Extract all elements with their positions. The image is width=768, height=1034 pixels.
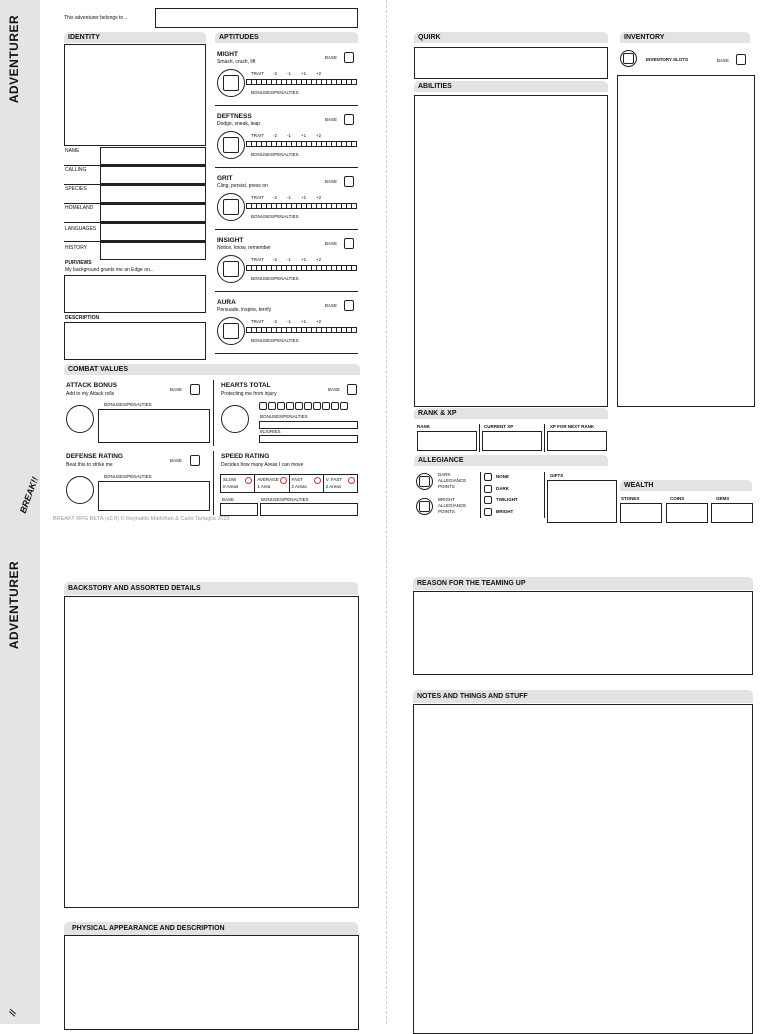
speed-radio[interactable]	[245, 477, 252, 484]
mod-plus2: +2	[316, 133, 322, 138]
aptitude-die-box[interactable]	[223, 199, 239, 215]
field-label-calling: CALLING	[65, 167, 87, 173]
base-label: BASE	[325, 55, 338, 60]
break-logo: BREAK!!	[17, 475, 41, 515]
defense-desc: Beat this to strike me	[66, 462, 113, 468]
field-label-languages: LANGUAGES	[65, 226, 97, 232]
bonuses-label: BONUSES/PENALTIES	[251, 338, 299, 343]
heart-box[interactable]	[340, 402, 348, 410]
combat-header: COMBAT VALUES	[64, 364, 360, 375]
aptitude-separator	[215, 167, 358, 168]
mod-plus2: +2	[316, 71, 322, 76]
hearts-title: HEARTS TOTAL	[221, 382, 271, 389]
description-label: DESCRIPTION	[65, 315, 100, 321]
aptitudes-header: APTITUDES	[215, 32, 358, 43]
combat-divider	[213, 380, 214, 446]
heart-box[interactable]	[259, 402, 267, 410]
allegiance-option-label: TWILIGHT	[496, 497, 518, 502]
hearts-circle[interactable]	[221, 405, 249, 433]
purviews-label: PURVIEWS	[65, 260, 92, 266]
aptitude-die-box[interactable]	[223, 75, 239, 91]
mod-minus2: -2	[273, 71, 278, 76]
languages-field[interactable]	[100, 223, 206, 241]
speed-base-label: BASE	[222, 497, 235, 502]
allegiance-option[interactable]	[484, 472, 542, 484]
sidebar-label-bottom: ADVENTURER	[7, 560, 21, 650]
hearts-base-label: BASE	[328, 387, 341, 392]
notes-header: NOTES AND THINGS AND STUFF	[413, 690, 753, 703]
aptitude-name: MIGHT	[217, 51, 238, 58]
mod-plus1: +1	[301, 195, 307, 200]
name-field[interactable]	[100, 147, 206, 165]
allegiance-checkbox[interactable]	[484, 473, 492, 481]
inventory-base-box[interactable]	[736, 54, 746, 65]
purviews-field[interactable]	[64, 275, 206, 313]
trait-label: TRAIT	[251, 195, 264, 200]
speed-option-label: FAST	[291, 477, 303, 482]
base-label: BASE	[325, 179, 338, 184]
bonuses-label: BONUSES/PENALTIES	[251, 214, 299, 219]
mod-plus1: +1	[301, 133, 307, 138]
field-label-name: NAME	[65, 148, 80, 154]
current-xp-label: CURRENT XP	[484, 424, 514, 429]
portrait-box[interactable]	[64, 44, 206, 146]
aptitude-separator	[215, 353, 358, 354]
speed-option[interactable]	[221, 475, 255, 492]
mod-plus1: +1	[301, 319, 307, 324]
heart-box[interactable]	[268, 402, 276, 410]
xp-divider	[544, 424, 545, 452]
trait-track[interactable]	[246, 79, 356, 85]
current-xp-field[interactable]	[482, 431, 542, 451]
next-xp-field[interactable]	[547, 431, 607, 451]
aptitude-name: INSIGHT	[217, 237, 244, 244]
hearts-boxes	[259, 402, 348, 410]
hearts-bonuses-field[interactable]	[259, 421, 358, 429]
break-logo-bottom: //	[6, 1008, 19, 1018]
rank-field[interactable]	[417, 431, 477, 451]
belongs-label: This adventurer belongs to...	[64, 15, 128, 21]
gems-field[interactable]	[711, 503, 753, 523]
base-label: BASE	[325, 117, 338, 122]
aptitude-insight	[215, 233, 358, 293]
speed-option-label: AVERAGE	[257, 477, 279, 482]
injuries-field[interactable]	[259, 435, 358, 443]
mod-minus1: -1	[287, 133, 292, 138]
defense-bonuses-label: BONUSES/PENALTIES	[104, 474, 152, 479]
appearance-field[interactable]	[64, 935, 359, 1030]
injuries-label: INJURIES	[260, 429, 281, 434]
quirk-field[interactable]	[414, 47, 608, 79]
aptitude-desc: Notice, know, remember	[217, 245, 271, 251]
speed-radio[interactable]	[314, 477, 321, 484]
base-box[interactable]	[344, 52, 354, 63]
aptitude-desc: Cling, persist, press on	[217, 183, 268, 189]
mod-minus2: -2	[273, 133, 278, 138]
calling-field[interactable]	[100, 166, 206, 184]
gifts-divider	[544, 472, 545, 518]
hearts-base-box[interactable]	[347, 384, 357, 395]
aptitude-die-box[interactable]	[223, 261, 239, 277]
allegiance-option[interactable]	[484, 507, 542, 519]
allegiance-header: ALLEGIANCE	[414, 455, 608, 466]
defense-base-label: BASE	[170, 458, 183, 463]
aptitude-separator	[215, 291, 358, 292]
bright-points-label: BRIGHT ALLEGIANCE POINTS	[438, 497, 467, 514]
stones-field[interactable]	[620, 503, 662, 523]
allegiance-options	[484, 472, 542, 518]
allegiance-option-label: NONE	[496, 474, 510, 479]
defense-circle[interactable]	[66, 476, 94, 504]
purviews-hint: My background grants me an Edge on...	[65, 267, 154, 273]
speed-radio[interactable]	[348, 477, 355, 484]
speed-desc: Decides how many Areas I can move	[221, 462, 304, 468]
teaming-field[interactable]	[413, 591, 753, 675]
trait-label: TRAIT	[251, 133, 264, 138]
attack-title: ATTACK BONUS	[66, 382, 118, 389]
allegiance-checkbox[interactable]	[484, 508, 492, 516]
heart-box[interactable]	[286, 402, 294, 410]
heart-box[interactable]	[331, 402, 339, 410]
speed-option-label: SLOW	[223, 477, 237, 482]
defense-title: DEFENSE RATING	[66, 453, 123, 460]
field-label-homeland: HOMELAND	[65, 205, 94, 211]
base-label: BASE	[325, 241, 338, 246]
description-field[interactable]	[64, 322, 206, 360]
base-box[interactable]	[344, 238, 354, 249]
aptitude-die-box[interactable]	[223, 137, 239, 153]
speed-base-field[interactable]	[220, 503, 258, 516]
rank-header: RANK & XP	[414, 408, 608, 419]
backstory-header: BACKSTORY AND ASSORTED DETAILS	[64, 582, 358, 595]
speed-bonuses-label: BONUSES/PENALTIES	[261, 497, 309, 502]
abilities-header: ABILITIES	[414, 81, 608, 92]
mod-plus1: +1	[301, 257, 307, 262]
defense-base-box[interactable]	[190, 455, 200, 466]
allegiance-option[interactable]	[484, 495, 542, 507]
speed-options	[220, 474, 358, 493]
speed-option-label: V. FAST	[325, 477, 343, 482]
aptitude-might	[215, 47, 358, 107]
hearts-desc: Protecting me from injury	[221, 391, 277, 397]
species-field[interactable]	[100, 185, 206, 203]
dark-points-label: DARK ALLEGIANCE POINTS	[438, 472, 467, 489]
attack-desc: Add to my Attack rolls	[66, 391, 115, 397]
aptitude-name: DEFTNESS	[217, 113, 252, 120]
bonuses-label: BONUSES/PENALTIES	[251, 276, 299, 281]
combat-divider-2	[213, 451, 214, 515]
aptitude-separator	[215, 229, 358, 230]
trait-label: TRAIT	[251, 319, 264, 324]
heart-box[interactable]	[322, 402, 330, 410]
inventory-header: INVENTORY	[620, 32, 750, 43]
abilities-field[interactable]	[414, 95, 608, 407]
sidebar-label-top: ADVENTURER	[7, 14, 21, 104]
speed-option-areas: 0 Areas	[223, 484, 239, 489]
identity-header: IDENTITY	[64, 32, 206, 43]
appearance-header: PHYSICAL APPEARANCE AND DESCRIPTION	[64, 922, 358, 935]
allegiance-checkbox[interactable]	[484, 496, 492, 504]
mod-plus2: +2	[316, 319, 322, 324]
gems-label: GEMS	[716, 496, 730, 501]
speed-option-areas: 2 Areas	[325, 484, 342, 489]
copyright: BREAK!! RPG BETA (v0.9) © Reynaldo Madriñan & Carlo Tartaglia 2023	[53, 516, 230, 522]
attack-base-box[interactable]	[190, 384, 200, 395]
allegiance-option[interactable]	[484, 484, 542, 496]
mod-minus1: -1	[287, 71, 292, 76]
base-box[interactable]	[344, 176, 354, 187]
heart-box[interactable]	[277, 402, 285, 410]
aptitude-deftness	[215, 109, 358, 169]
stones-label: STONES	[621, 496, 640, 501]
aptitude-name: GRIT	[217, 175, 233, 182]
mod-plus2: +2	[316, 257, 322, 262]
aptitude-die-box[interactable]	[223, 323, 239, 339]
allegiance-option-label: BRIGHT	[496, 508, 514, 514]
mod-minus2: -2	[273, 257, 278, 262]
gifts-field[interactable]	[547, 480, 617, 523]
allegiance-option-label: DARK	[496, 485, 509, 491]
mod-plus1: +1	[301, 71, 307, 76]
aptitude-grit	[215, 171, 358, 231]
coins-label: COINS	[670, 496, 685, 501]
heart-box[interactable]	[295, 402, 303, 410]
allegiance-divider	[480, 472, 481, 518]
identity-fields	[64, 147, 206, 260]
speed-option[interactable]	[255, 475, 289, 492]
bright-points-box[interactable]	[419, 501, 430, 512]
trait-track[interactable]	[246, 203, 356, 209]
field-label-species: SPECIES	[65, 186, 87, 192]
speed-title: SPEED RATING	[221, 453, 270, 460]
rank-divider	[479, 424, 480, 452]
defense-bonuses-field[interactable]	[98, 481, 210, 511]
attack-bonuses-label: BONUSES/PENALTIES	[104, 402, 152, 407]
backstory-field[interactable]	[64, 596, 359, 908]
player-name-field[interactable]	[155, 8, 358, 28]
base-box[interactable]	[344, 114, 354, 125]
trait-label: TRAIT	[251, 71, 264, 76]
mod-minus2: -2	[273, 195, 278, 200]
trait-label: TRAIT	[251, 257, 264, 262]
aptitude-name: AURA	[217, 299, 236, 306]
speed-option-areas: 1 Area	[257, 484, 271, 489]
bonuses-label: BONUSES/PENALTIES	[251, 90, 299, 95]
heart-box[interactable]	[313, 402, 321, 410]
inventory-base-label: BASE	[717, 58, 730, 63]
speed-option-areas: 2 Areas	[291, 484, 307, 489]
rank-label: RANK	[417, 424, 430, 429]
page-divider	[386, 0, 387, 1024]
mod-minus1: -1	[287, 319, 292, 324]
base-label: BASE	[325, 303, 338, 308]
inventory-slots-label: INVENTORY SLOTS	[646, 57, 689, 62]
speed-option[interactable]	[290, 475, 324, 492]
notes-field[interactable]	[413, 704, 753, 1034]
bonuses-label: BONUSES/PENALTIES	[251, 152, 299, 157]
aptitude-aura	[215, 295, 358, 355]
homeland-field[interactable]	[100, 204, 206, 222]
mod-minus1: -1	[287, 195, 292, 200]
mod-plus2: +2	[316, 195, 322, 200]
inventory-slots-box[interactable]	[623, 53, 634, 64]
allegiance-checkbox[interactable]	[484, 485, 492, 493]
gifts-label: GIFTS	[550, 473, 564, 478]
trait-track[interactable]	[246, 141, 356, 147]
wealth-header: WEALTH	[620, 480, 752, 491]
speed-radio[interactable]	[280, 477, 287, 484]
speed-bonuses-field[interactable]	[260, 503, 358, 516]
attack-circle[interactable]	[66, 405, 94, 433]
teaming-header: REASON FOR THE TEAMING UP	[413, 577, 753, 590]
heart-box[interactable]	[304, 402, 312, 410]
inventory-field[interactable]	[617, 75, 755, 407]
attack-bonuses-field[interactable]	[98, 409, 210, 443]
field-label-history: HISTORY	[65, 245, 88, 251]
history-field[interactable]	[100, 242, 206, 260]
mod-minus1: -1	[287, 257, 292, 262]
speed-option[interactable]	[324, 475, 357, 492]
aptitude-separator	[215, 105, 358, 106]
trait-track[interactable]	[246, 327, 356, 333]
coins-field[interactable]	[666, 503, 708, 523]
base-box[interactable]	[344, 300, 354, 311]
aptitude-desc: Persuade, inspire, terrify	[217, 307, 272, 313]
aptitude-desc: Smash, crush, lift	[217, 59, 256, 65]
mod-minus2: -2	[273, 319, 278, 324]
aptitude-desc: Dodge, sneak, leap	[217, 121, 261, 127]
next-xp-label: XP FOR NEXT RANK	[550, 424, 595, 429]
quirk-header: QUIRK	[414, 32, 608, 43]
hearts-bonuses-label: BONUSES/PENALTIES	[260, 414, 308, 419]
trait-track[interactable]	[246, 265, 356, 271]
dark-points-box[interactable]	[419, 476, 430, 487]
attack-base-label: BASE	[170, 387, 183, 392]
